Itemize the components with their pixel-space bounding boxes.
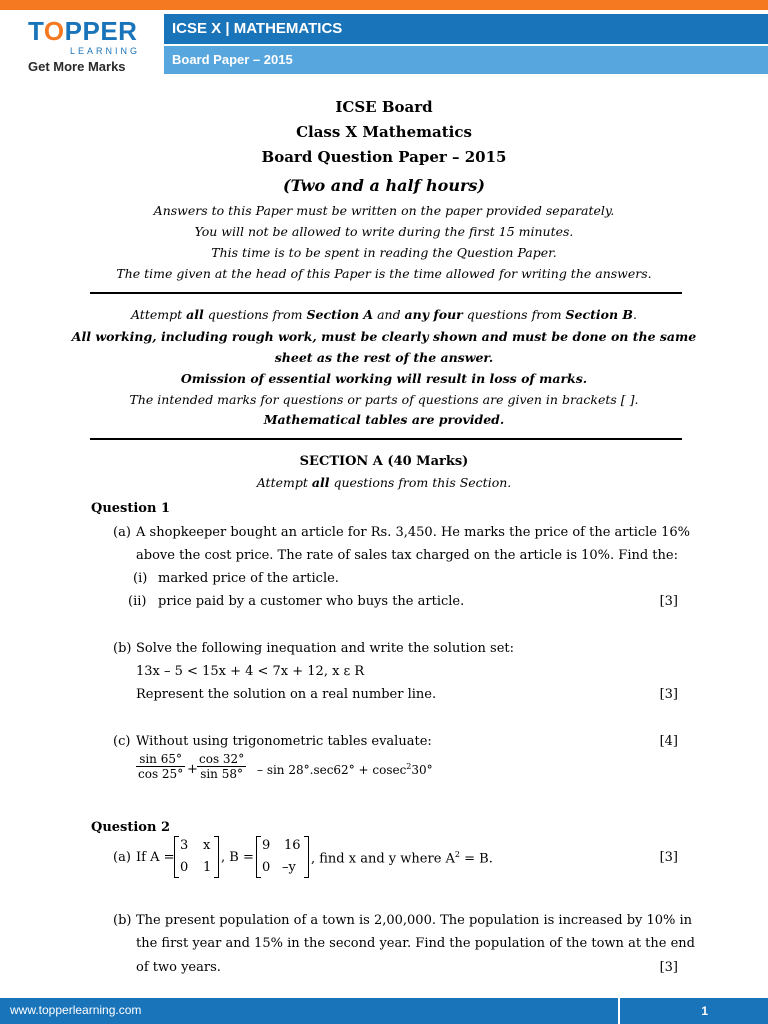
question-2-heading: Question 2 [91, 820, 171, 835]
title-board: ICSE Board [335, 98, 433, 116]
footer-bar [0, 998, 768, 1024]
q1a-i-text: marked price of the article. [158, 571, 339, 586]
title-duration: (Two and a half hours) [283, 176, 485, 195]
q1c-marks: [4] [659, 734, 678, 749]
q1b-text: Solve the following inequation and write the solution set: [136, 641, 515, 656]
divider [90, 438, 682, 440]
q1b-label: (b) [113, 641, 132, 656]
q1a-text: A shopkeeper bought an article for Rs. 3,450. He marks the price of the article 16% [136, 525, 691, 540]
footer-separator [618, 998, 620, 1024]
q1a-marks: [3] [659, 594, 678, 609]
section-subtitle: Attempt all questions from this Section. [256, 475, 512, 490]
q2b-text-end: of two years. [136, 960, 221, 975]
q2a-comma: , B = [221, 850, 254, 865]
logo-brand: TOPPER [28, 16, 138, 46]
top-accent-bar [0, 0, 768, 10]
logo-sub: LEARNING [70, 46, 141, 56]
q2a-marks: [3] [659, 850, 678, 865]
q1b-inequation: 13x – 5 < 15x + 4 < 7x + 12, x ε R [136, 664, 365, 679]
q2b-text-cont: the first year and 15% in the second year. Find the population of the town at the end [136, 936, 695, 951]
q1a-label: (a) [113, 525, 131, 540]
q2b-label: (b) [113, 913, 132, 928]
q2a-find: , find x and y where $A^2 = B$. [311, 850, 493, 867]
instruction-working: All working, including rough work, must be clearly shown and must be done on the same [71, 329, 697, 344]
title-paper: Board Question Paper – 2015 [261, 148, 507, 166]
q1a-i-label: (i) [133, 571, 148, 586]
q1c-fraction-2: $\frac{\cos 32^\circ}{\sin 58^\circ}$ [199, 752, 245, 781]
topper-logo [24, 14, 154, 78]
q1c-text: Without using trigonometric tables evaluate: [136, 734, 432, 749]
instruction-tables: Mathematical tables are provided. [263, 412, 505, 427]
footer-url[interactable]: www.topperlearning.com [10, 1003, 142, 1017]
logo-tagline: Get More Marks [28, 59, 126, 74]
q1c-fraction-1: $\frac{\sin 65^\circ}{\cos 25^\circ}$ [138, 752, 184, 781]
title-class: Class X Mathematics [296, 123, 472, 141]
instruction-attempt: Attempt all questions from Section A and any four questions from Section B. [131, 307, 637, 322]
instruction-line: This time is to be spent in reading the Question Paper. [211, 245, 557, 260]
paper-banner [164, 46, 768, 74]
q1c-label: (c) [113, 734, 131, 749]
instruction-line: You will not be allowed to write during the first 15 minutes. [194, 224, 574, 239]
q1a-ii-text: price paid by a customer who buys the article. [158, 594, 465, 609]
instruction-omission: Omission of essential working will result in loss of marks. [180, 371, 588, 386]
question-1-heading: Question 1 [91, 501, 171, 516]
instruction-marks: The intended marks for questions or parts of questions are given in brackets [ ]. [129, 392, 639, 407]
q1a-text-cont: above the cost price. The rate of sales tax charged on the article is 10%. Find the: [136, 548, 678, 563]
q1c-plus: + [187, 762, 198, 777]
section-title: SECTION A (40 Marks) [299, 454, 469, 469]
instruction-working-cont: sheet as the rest of the answer. [274, 350, 494, 365]
q2b-text: The present population of a town is 2,00,000. The population is increased by 10% in [136, 913, 693, 928]
q1c-expression: – sin 28°.sec62° + cosec$^2$30° [257, 762, 433, 777]
q1a-ii-label: (ii) [128, 594, 147, 609]
q1b-marks: [3] [659, 687, 678, 702]
q2a-label: (a) [113, 850, 131, 865]
instruction-line: The time given at the head of this Paper is the time allowed for writing the answers. [116, 266, 652, 281]
page-number: 1 [701, 1004, 708, 1018]
subject-label: ICSE X | MATHEMATICS [172, 20, 343, 37]
divider [90, 292, 682, 294]
q1b-text-cont: Represent the solution on a real number line. [136, 687, 437, 702]
instruction-line: Answers to this Paper must be written on the paper provided separately. [153, 203, 615, 218]
q2b-marks: [3] [659, 960, 678, 975]
subject-banner [164, 14, 768, 44]
q2a-if: If A = [136, 850, 175, 865]
paper-label: Board Paper – 2015 [172, 52, 293, 67]
